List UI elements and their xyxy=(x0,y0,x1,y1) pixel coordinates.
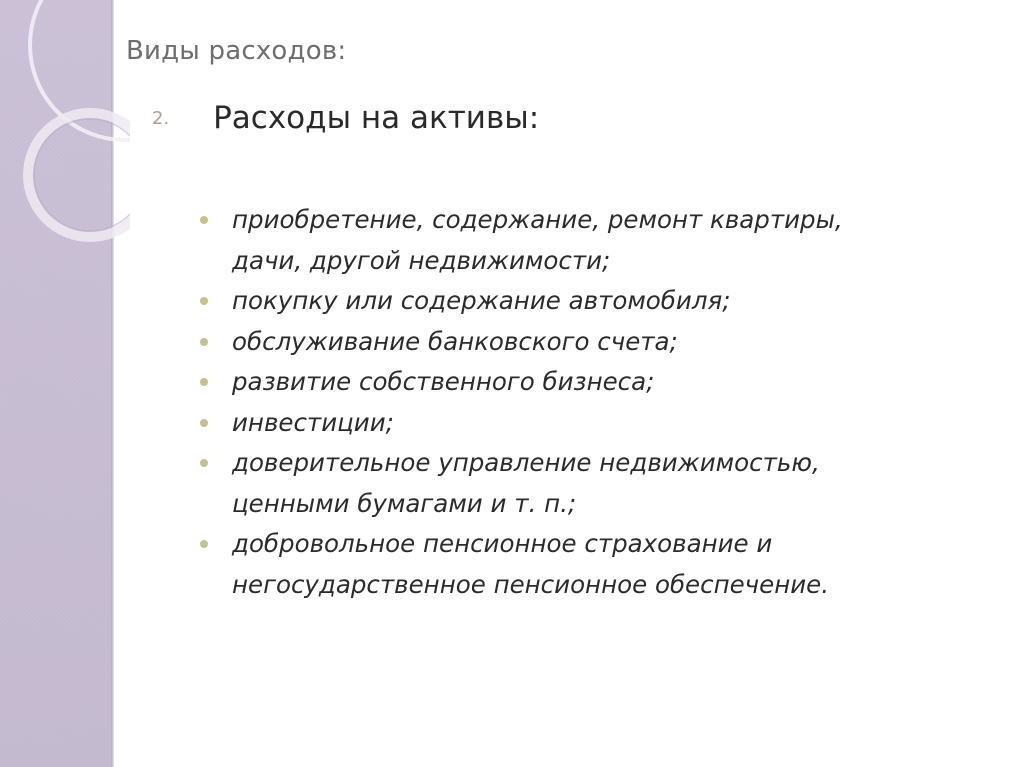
bullet-icon xyxy=(200,540,208,548)
bullet-icon xyxy=(200,459,208,467)
list-item xyxy=(198,524,998,605)
bullet-icon xyxy=(200,338,208,346)
section-number: 2. xyxy=(152,107,170,129)
list-item-line: доверительное управление недвижимостью, xyxy=(232,448,820,477)
list-item xyxy=(198,403,998,444)
bullet-icon xyxy=(200,419,208,427)
list-item-line: инвестиции; xyxy=(232,407,394,437)
bullet-icon xyxy=(200,297,208,305)
bullet-icon xyxy=(200,378,208,386)
list-item-line: ценными бумагами и т. п.; xyxy=(232,488,577,518)
list-item-line: дачи, другой недвижимости; xyxy=(232,245,611,275)
list-item xyxy=(198,322,998,363)
bullet-icon xyxy=(200,216,208,224)
list-item-line: добровольное пенсионное страхование и xyxy=(232,529,773,558)
list-item xyxy=(198,362,998,403)
bullet-list xyxy=(198,200,998,605)
slide-title: Виды расходов: xyxy=(126,36,347,66)
list-item-line: обслуживание банковского счета; xyxy=(232,326,678,356)
list-item xyxy=(198,200,998,281)
section-header xyxy=(152,100,539,136)
list-item-line: приобретение, содержание, ремонт квартиры, xyxy=(232,205,843,234)
list-item xyxy=(198,281,998,322)
section-heading: Расходы на активы: xyxy=(213,100,540,136)
list-item-line: развитие собственного бизнеса; xyxy=(232,367,655,396)
small-ring xyxy=(28,113,130,237)
list-item-line: покупку или содержание автомобиля; xyxy=(232,286,731,315)
list-item-line: негосударственное пенсионное обеспечение. xyxy=(232,569,830,599)
decorative-rings xyxy=(0,0,130,260)
list-item xyxy=(198,443,998,524)
